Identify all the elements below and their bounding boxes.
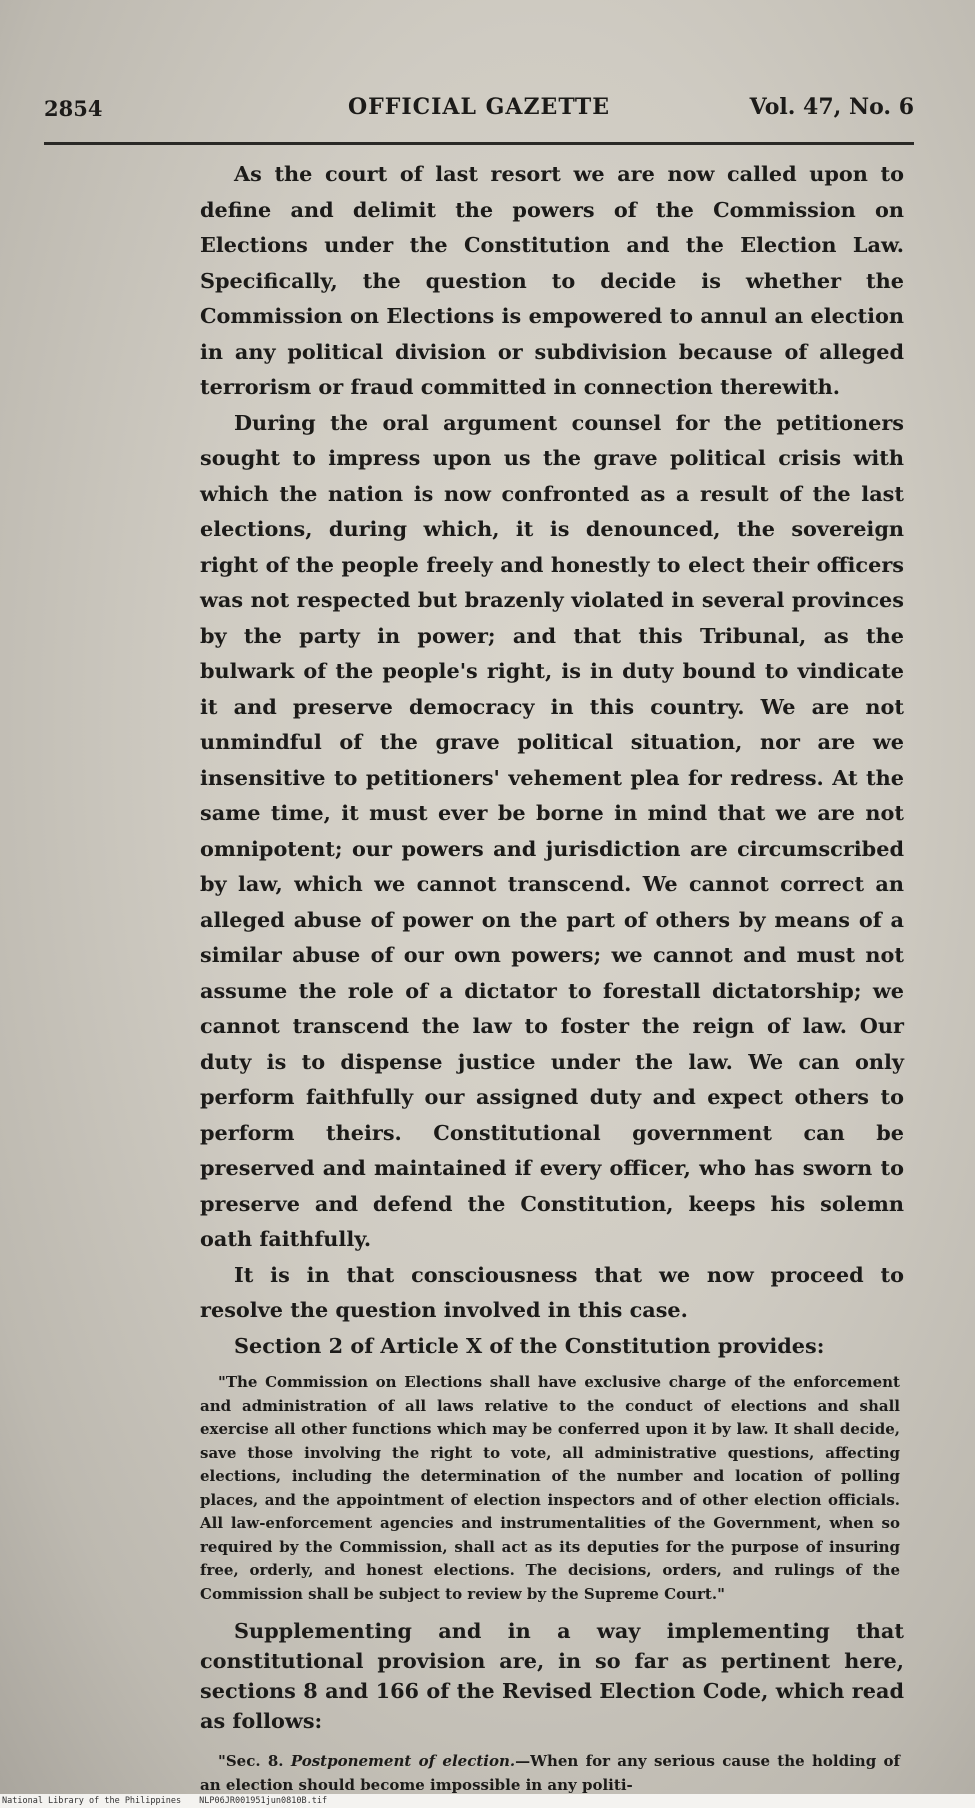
section-heading: Postponement of election. — [290, 1752, 516, 1770]
file-name: NLP06JR001951jun0810B.tif — [199, 1796, 328, 1806]
paragraph: Section 2 of Article X of the Constitution provides: — [234, 1332, 825, 1358]
paragraph: During the oral argument counsel for the petitioners sought to impress upon us the grave political crisis with which the nation is now confronted as a result of the last elections, during which, it is denounced, the sovereign right of the people freely and honestly to elect their officers was not respected but brazenly violated in several provinces by the party in power; and that this Tribunal, as the bulwark of the people's right, is in duty bound to vindicate it and preserve democracy in this country. We are not unmindful of the grave political situation, nor are we insensitive to petitioners' vehement plea for redress. At the same time, it must ever be borne in mind that we are not omnipotent; our powers and jurisdiction are circumscribed by law, which we cannot transcend. We cannot correct an alleged abuse of power on the part of others by means of a similar abuse of our own powers; we cannot and must not assume the role of a dictator to forestall dictatorship; we cannot transcend the law to foster the reign of law. Our duty is to dispense justice under the law. We can only perform faithfully our assigned duty and expect others to perform theirs. Constitutional government can be preserved and maintained if every officer, who has sworn to preserve and defend the Constitution, keeps his solemn oath faithfully. — [200, 409, 904, 1251]
paragraph: As the court of last resort we are now called upon to define and delimit the powers of the Commission on Elections under the Constitution and the Election Law. Specifically, the question to decide is whether the Commission on Elections is empowered to annul an election in any political division or subdivision because of alleged terrorism or fraud committed in connection therewith. — [200, 161, 904, 399]
paragraph: Supplementing and in a way implementing that constitutional provision are, in so far as pertinent here, sections 8 and 166 of the Revised Election Code, which read as follows: — [200, 1618, 904, 1733]
page-header — [44, 88, 914, 128]
library-credit: National Library of the Philippines — [2, 1796, 182, 1806]
section-prefix: "Sec. 8. — [218, 1752, 291, 1770]
header-rule — [44, 142, 914, 145]
volume-number: Vol. 47, No. 6 — [749, 94, 914, 120]
publication-title: OFFICIAL GAZETTE — [347, 94, 611, 120]
section-text: —When for any serious cause the holding of an election should become impossible in any politi- — [200, 1752, 900, 1794]
scan-footer — [0, 1794, 975, 1808]
paragraph: It is in that consciousness that we now proceed to resolve the question involved in this case. — [200, 1261, 904, 1322]
body-text — [200, 156, 904, 1807]
page-number: 2854 — [44, 96, 103, 121]
election-code-quote — [200, 1750, 904, 1797]
constitution-quote: "The Commission on Elections shall have exclusive charge of the enforcement and administration of all laws relative to the conduct of elections and shall exercise all other functions which may be conferred upon it by law. It shall decide, save those involving the right to vote, all administrative questions, affecting elections, including the determination of the number and location of polling places, and the appointment of election inspectors and of other election officials. All law-enforcement agencies and instrumentalities of the Government, when so required by the Commission, shall act as its deputies for the purpose of insuring free, orderly, and honest elections. The decisions, orders, and rulings of the Commission shall be subject to review by the Supreme Court." — [200, 1373, 900, 1603]
